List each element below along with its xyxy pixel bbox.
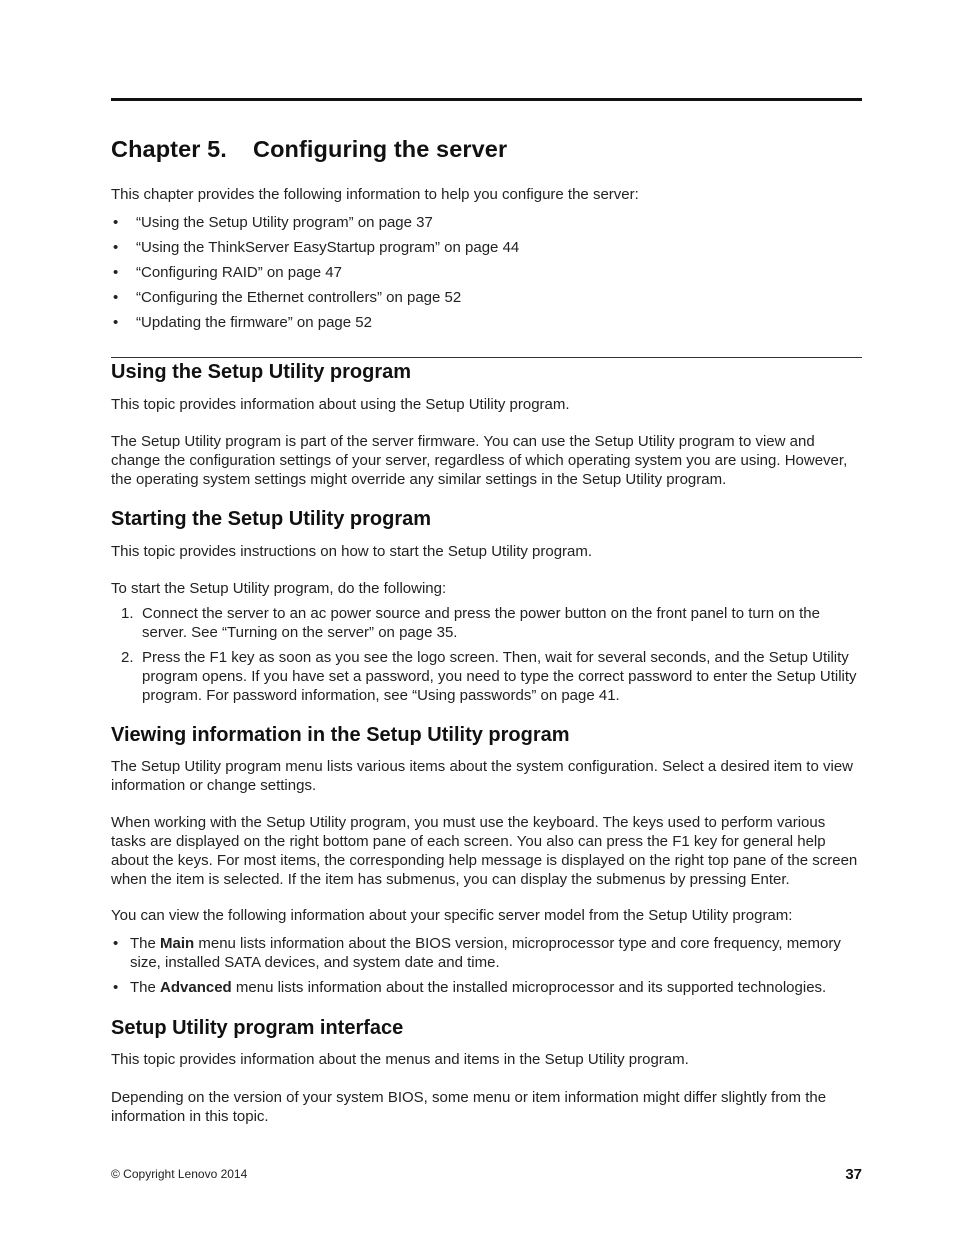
chapter-title-text: Configuring the server	[253, 136, 508, 162]
section-viewing-p3: You can view the following information about your specific server model from the Setup Utility program:	[111, 907, 793, 924]
toc-item[interactable]: • “Configuring RAID” on page 47	[113, 264, 342, 281]
section-heading: Viewing information in the Setup Utility program	[111, 724, 570, 746]
menu-info-item: • The Main menu lists information about the BIOS version, microprocessor type and core frequency, memory size, installed SATA devices, and system date and time.	[113, 935, 841, 971]
toc-list	[111, 213, 862, 338]
section-viewing-p2: When working with the Setup Utility program, you must use the keyboard. The keys used to perform various tasks are displayed on the right bottom pane of each screen. You also can press the F1 key for general help about the keys. For most items, the corresponding help message is displayed on the right top pane of the screen when the item is selected. If the item has submenus, you can display the submenus by pressing Enter.	[111, 814, 858, 888]
page-number: 37	[845, 1166, 862, 1183]
section-viewing-information	[111, 724, 862, 747]
section-interface	[111, 1017, 862, 1040]
step-text: Connect the server to an ac power source and press the power button on the front panel to turn on the server. See “Turning on the server” on page 35.	[142, 605, 820, 641]
bullet-icon: •	[113, 239, 119, 256]
menu-info-list	[111, 934, 862, 1003]
section-rule	[111, 357, 862, 358]
step-number: 1.	[121, 605, 134, 622]
bullet-icon: •	[113, 214, 119, 231]
section-heading: Setup Utility program interface	[111, 1017, 404, 1039]
bullet-icon: •	[113, 289, 119, 306]
section-viewing-p1-wrap	[111, 757, 862, 795]
step-item	[111, 604, 862, 642]
toc-item[interactable]: • “Using the Setup Utility program” on page 37	[113, 214, 433, 231]
menu-name-advanced: Advanced	[160, 979, 232, 996]
menu-info-item: • The Advanced menu lists information about the installed microprocessor and its supported technologies.	[113, 979, 827, 996]
section-interface-p1: This topic provides information about the menus and items in the Setup Utility program.	[111, 1051, 689, 1068]
steps-list	[111, 604, 862, 711]
section-starting-p2-wrap	[111, 579, 862, 598]
section-using-p1-wrap	[111, 395, 862, 414]
section-starting-p2: To start the Setup Utility program, do the following:	[111, 580, 447, 597]
toc-item[interactable]: • “Configuring the Ethernet controllers” on page 52	[113, 289, 462, 306]
section-viewing-p1: The Setup Utility program menu lists various items about the system configuration. Select a desired item to view information or change settings.	[111, 758, 853, 794]
step-number: 2.	[121, 649, 134, 666]
toc-item[interactable]: • “Using the ThinkServer EasyStartup program” on page 44	[113, 239, 520, 256]
section-using-setup-utility	[111, 361, 862, 384]
section-using-p2-wrap	[111, 432, 862, 489]
section-viewing-p3-wrap	[111, 906, 862, 925]
section-starting-p1: This topic provides instructions on how to start the Setup Utility program.	[111, 543, 593, 560]
section-heading: Using the Setup Utility program	[111, 361, 412, 383]
footer-copyright: © Copyright Lenovo 2014	[111, 1167, 248, 1181]
chapter-top-rule	[111, 98, 862, 101]
bullet-icon: •	[113, 264, 119, 281]
chapter-number: Chapter 5.	[111, 136, 227, 162]
section-viewing-p2-wrap	[111, 813, 862, 889]
intro-paragraph: This chapter provides the following information to help you configure the server:	[111, 186, 639, 203]
section-using-p2: The Setup Utility program is part of the server firmware. You can use the Setup Utility program to view and change the configuration settings of your server, regardless of which operating system you are using. However, the operating system settings might override any similar settings in the Setup Utility program.	[111, 433, 848, 488]
section-starting-p1-wrap	[111, 542, 862, 561]
chapter-title	[111, 136, 507, 163]
intro-section	[111, 185, 862, 204]
section-heading: Starting the Setup Utility program	[111, 508, 432, 530]
step-item	[111, 648, 862, 705]
bullet-icon: •	[113, 314, 119, 331]
menu-name-main: Main	[160, 935, 195, 952]
section-interface-p2: Depending on the version of your system BIOS, some menu or item information might differ slightly from the information in this topic.	[111, 1089, 827, 1125]
section-interface-p2-wrap	[111, 1088, 862, 1126]
section-interface-p1-wrap	[111, 1050, 862, 1069]
bullet-icon: •	[113, 979, 119, 996]
step-text: Press the F1 key as soon as you see the logo screen. Then, wait for several seconds, and the Setup Utility program opens. If you have set a password, you need to type the correct password to enter the Setup Utility program. For password information, see “Using passwords” on page 41.	[142, 649, 857, 704]
section-starting-setup-utility	[111, 508, 862, 531]
toc-item[interactable]: • “Updating the firmware” on page 52	[113, 314, 372, 331]
bullet-icon: •	[113, 935, 119, 952]
section-using-p1: This topic provides information about using the Setup Utility program.	[111, 396, 570, 413]
